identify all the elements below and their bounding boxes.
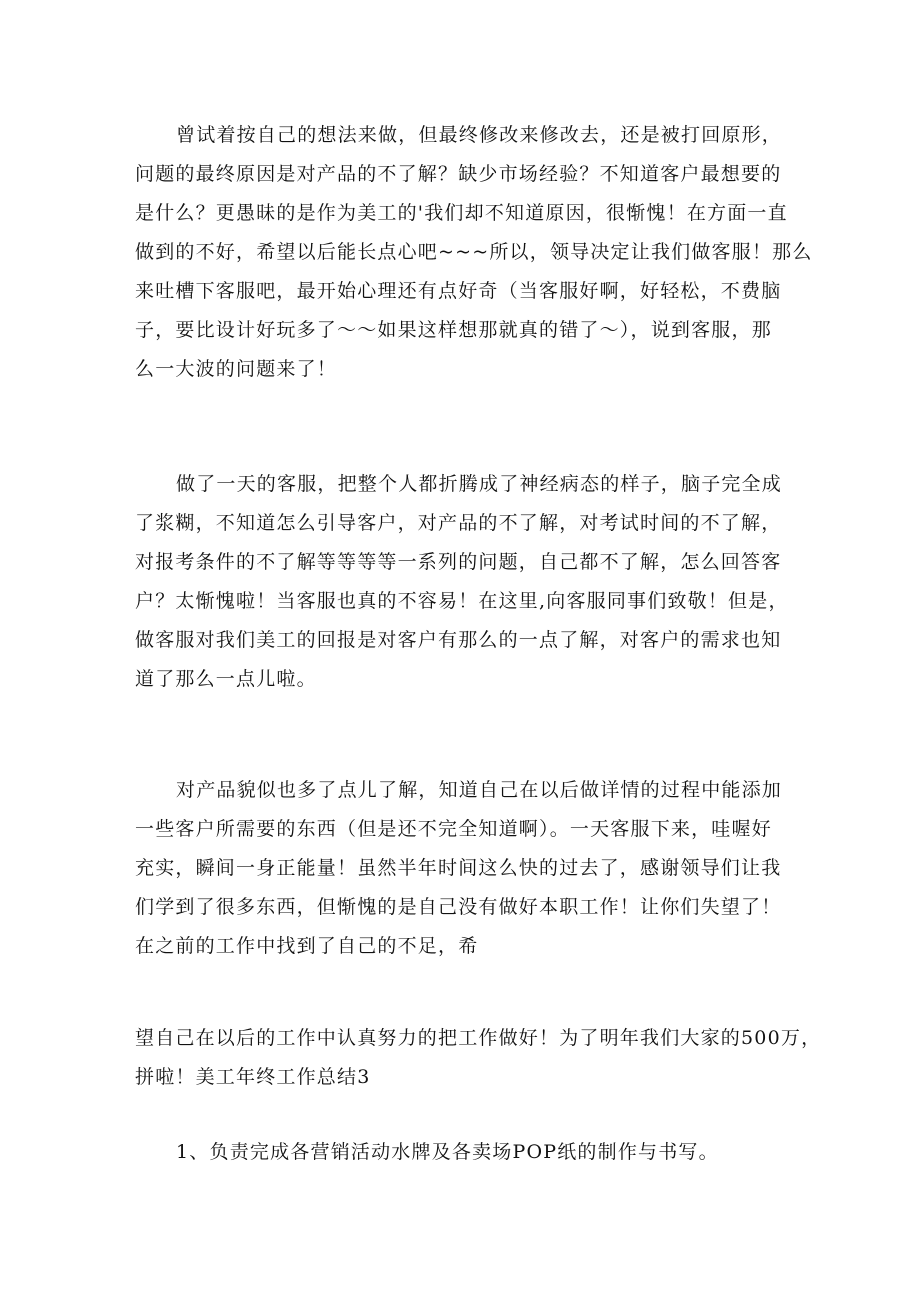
paragraph-2-line-3: 对报考条件的不了解等等等等一系列的问题，自己都不了解，怎么回答客 (135, 551, 782, 573)
paragraph-4-line-1: 望自己在以后的工作中认真努力的把工作做好！为了明年我们大家的500万， (135, 1027, 822, 1049)
paragraph-5-line-1: 1、负责完成各营销活动水牌及各卖场POP纸的制作与书写。 (176, 1141, 719, 1163)
paragraph-1-line-5: 来吐槽下客服吧，最开始心理还有点好奇（当客服好啊，好轻松，不费脑 (135, 280, 782, 302)
paragraph-1-line-4: 做到的不好，希望以后能长点心吧~~~所以，领导决定让我们做客服！那么 (135, 241, 813, 263)
paragraph-2-line-4: 户？太惭愧啦！当客服也真的不容易！在这里,向客服同事们致敬！但是， (135, 590, 789, 612)
paragraph-3-line-1: 对产品貌似也多了点儿了解，知道自己在以后做详情的过程中能添加 (176, 779, 783, 801)
paragraph-1-line-1: 曾试着按自己的想法来做，但最终修改来修改去，还是被打回原形， (176, 124, 783, 146)
paragraph-3 (135, 771, 815, 966)
paragraph-5 (135, 1133, 815, 1172)
paragraph-4 (135, 1019, 822, 1097)
paragraph-2-line-5: 做客服对我们美工的回报是对客户有那么的一点了解，对客户的需求也知 (135, 629, 782, 651)
paragraph-2-line-1: 做了一天的客服，把整个人都折腾成了神经病态的样子，脑子完全成 (176, 473, 783, 495)
paragraph-1-line-3: 是什么？更愚昧的是作为美工的'我们却不知道原因，很惭愧！在方面一直 (135, 202, 788, 224)
paragraph-4-line-2: 拼啦！美工年终工作总结3 (135, 1066, 371, 1088)
paragraph-3-line-3: 充实，瞬间一身正能量！虽然半年时间这么快的过去了，感谢领导们让我 (135, 857, 782, 879)
paragraph-3-line-2: 一些客户所需要的东西（但是还不完全知道啊）。一天客服下来，哇喔好 (135, 818, 772, 840)
paragraph-2-line-2: 了浆糊，不知道怎么引导客户，对产品的不了解，对考试时间的不了解， (135, 512, 782, 534)
paragraph-3-line-5: 在之前的工作中找到了自己的不足，希 (135, 935, 479, 957)
paragraph-1-line-2: 问题的最终原因是对产品的不了解？缺少市场经验？不知道客户最想要的 (135, 163, 782, 185)
paragraph-3-line-4: 们学到了很多东西，但惭愧的是自己没有做好本职工作！让你们失望了！ (135, 896, 782, 918)
paragraph-1-line-7: 么一大波的问题来了！ (135, 358, 338, 380)
paragraph-1-line-6: 子，要比设计好玩多了～～如果这样想那就真的错了～），说到客服，那 (135, 319, 772, 341)
paragraph-2-line-6: 道了那么一点儿啦。 (135, 668, 317, 690)
paragraph-1 (135, 116, 815, 389)
paragraph-2 (135, 465, 815, 699)
